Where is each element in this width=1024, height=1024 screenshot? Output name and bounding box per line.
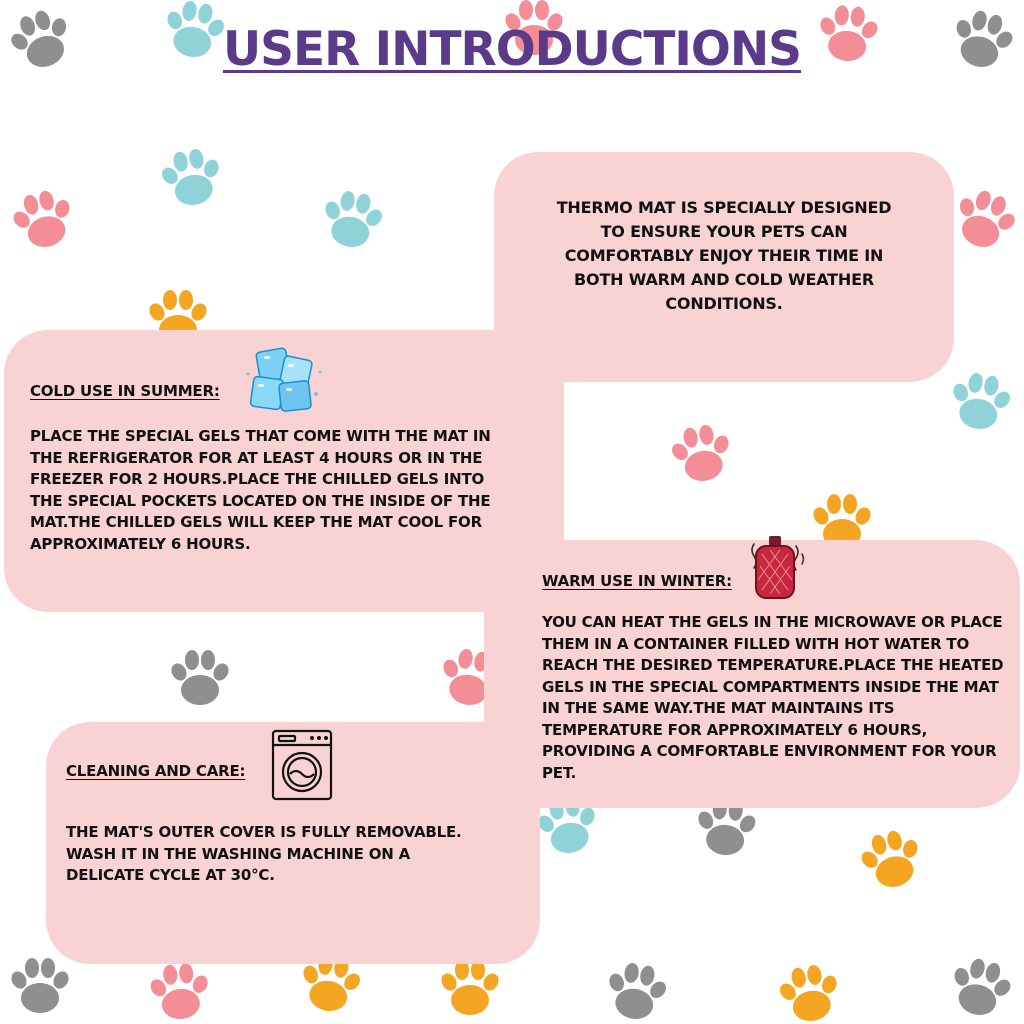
paw-print-icon [666, 421, 738, 486]
hot-water-bottle-icon [742, 532, 808, 604]
paw-print-icon [945, 369, 1017, 434]
paw-print-icon [6, 185, 81, 254]
warm-use-text: YOU CAN HEAT THE GELS IN THE MICROWAVE OR PLACE THEM IN A CONTAINER FILLED WITH HOT WATER TO REACH THE DESIRED TEMPERATURE.PLACE THE HEATED GELS IN THE SPECIAL COMPARTMENTS INSIDE THE MAT IN THE SAME WAY.THE MAT MAINTAINS ITS TEMPERATURE FOR APPROXIMATELY 6 HOURS, PROVIDING A COMFORTABLE ENVIRONMENT FOR YOUR PET. [542, 613, 1004, 782]
cold-use-text: PLACE THE SPECIAL GELS THAT COME WITH THE MAT IN THE REFRIGERATOR FOR AT LEAST 4 HOURS OR IN THE FREEZER FOR 2 HOURS.PLACE THE CHILLED GELS INTO THE SPECIAL POCKETS LOCATED ON THE INSIDE OF THE MAT.THE CHILLED GELS WILL KEEP THE MAT COOL FOR APPROXIMATELY 6 HOURS. [30, 427, 491, 553]
paw-print-icon [317, 187, 389, 252]
paw-print-icon [438, 960, 501, 1015]
cleaning-care-heading: CLEANING AND CARE: [66, 762, 246, 780]
intro-text: THERMO MAT IS SPECIALLY DESIGNED TO ENSURE YOUR PETS CAN COMFORTABLY ENJOY THEIR TIME IN BOTH WARM AND COLD WEATHER CONDITIONS. [556, 198, 892, 313]
page-title: USER INTRODUCTIONS [222, 22, 802, 77]
cold-use-card [4, 330, 564, 612]
cleaning-care-text: THE MAT'S OUTER COVER IS FULLY REMOVABLE. WASH IT IN THE WASHING MACHINE ON A DELICATE CYCLE AT 30°C. [66, 823, 462, 884]
paw-print-icon [943, 953, 1018, 1022]
cold-use-heading: COLD USE IN SUMMER: [30, 382, 220, 400]
paw-print-icon [946, 183, 1024, 256]
intro-card [494, 152, 954, 382]
washing-machine-icon [270, 728, 334, 802]
warm-use-heading: WARM USE IN WINTER: [542, 572, 732, 590]
warm-use-card [484, 540, 1020, 808]
paw-print-icon [774, 961, 846, 1024]
paw-print-icon [168, 650, 231, 705]
paw-print-icon [8, 958, 71, 1013]
ice-cubes-icon [244, 344, 328, 418]
paw-print-icon [146, 961, 214, 1021]
paw-print-icon [854, 825, 929, 894]
paw-print-icon [601, 959, 673, 1024]
paw-print-icon [156, 145, 228, 210]
cleaning-care-card [46, 722, 540, 964]
